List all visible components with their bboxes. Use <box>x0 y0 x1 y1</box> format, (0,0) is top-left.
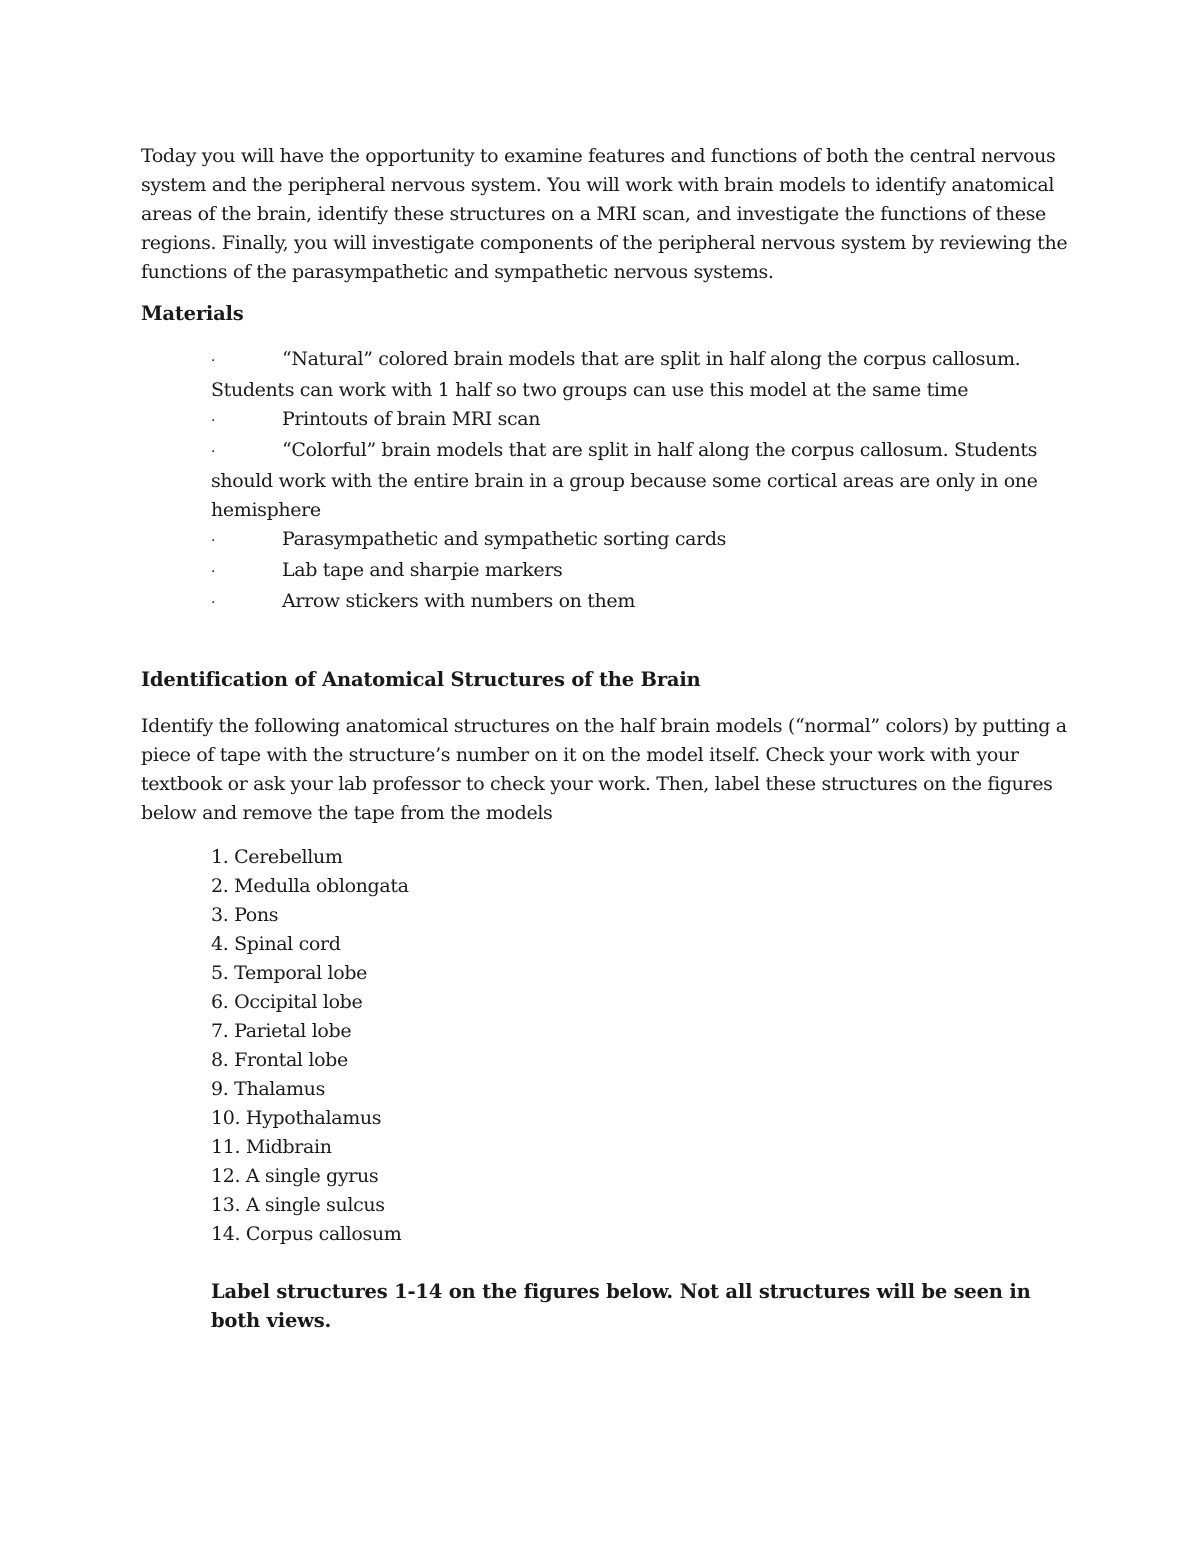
materials-list-item <box>211 345 1071 405</box>
structure-item: 2. Medulla oblongata <box>211 875 409 897</box>
bullet-icon: · <box>211 444 216 460</box>
materials-list-item <box>211 525 1071 556</box>
material-text: “Colorful” brain models that are split in half along the corpus callosum. Students <box>282 439 1038 461</box>
structure-item: 14. Corpus callosum <box>211 1223 402 1245</box>
materials-list-item <box>211 556 1071 587</box>
intro-paragraph: Today you will have the opportunity to examine features and functions of both the central nervous system and the peripheral nervous system. You will work with brain models to identify anatomical areas of the brain, identify these structures on a MRI scan, and investigate the functions of these regions. Finally, you will investigate components of the peripheral nervous system by reviewing the functions of the parasympathetic and sympathetic nervous systems. <box>141 145 1068 283</box>
material-text: Lab tape and sharpie markers <box>282 559 563 581</box>
structure-item: 8. Frontal lobe <box>211 1049 348 1071</box>
bullet-icon: · <box>211 564 216 580</box>
structure-item: 3. Pons <box>211 904 279 926</box>
materials-list-item <box>211 587 1071 618</box>
structure-item: 6. Occipital lobe <box>211 991 363 1013</box>
material-text-continued: Students can work with 1 half so two groups can use this model at the same time <box>211 379 969 401</box>
material-text: Parasympathetic and sympathetic sorting cards <box>282 528 727 550</box>
material-text-continued: should work with the entire brain in a group because some cortical areas are only in one hemisphere <box>211 470 1038 521</box>
material-text: “Natural” colored brain models that are split in half along the corpus callosum. <box>282 348 1021 370</box>
materials-list <box>211 345 1071 618</box>
identification-instructions: Identify the following anatomical structures on the half brain models (“normal” colors) by putting a piece of tape with the structure’s number on it on the model itself. Check your work with your textbook or ask your lab professor to check your work. Then, label these structures on the figures below and remove the tape from the models <box>141 715 1067 824</box>
material-text: Printouts of brain MRI scan <box>282 408 541 430</box>
structure-item: 12. A single gyrus <box>211 1165 379 1187</box>
materials-heading: Materials <box>141 302 244 325</box>
bullet-icon: · <box>211 353 216 369</box>
structure-item: 4. Spinal cord <box>211 933 341 955</box>
materials-list-item <box>211 436 1071 525</box>
structure-item: 11. Midbrain <box>211 1136 332 1158</box>
structure-item: 7. Parietal lobe <box>211 1020 352 1042</box>
structure-item: 13. A single sulcus <box>211 1194 385 1216</box>
label-instruction-note: Label structures 1-14 on the figures below. Not all structures will be seen in both views. <box>211 1280 1031 1332</box>
structure-item: 9. Thalamus <box>211 1078 325 1100</box>
materials-list-item <box>211 405 1071 436</box>
material-text: Arrow stickers with numbers on them <box>282 590 635 612</box>
bullet-icon: · <box>211 533 216 549</box>
structure-item: 10. Hypothalamus <box>211 1107 382 1129</box>
structure-item: 1. Cerebellum <box>211 846 343 868</box>
identification-heading: Identification of Anatomical Structures of the Brain <box>141 668 701 691</box>
structure-item: 5. Temporal lobe <box>211 962 368 984</box>
bullet-icon: · <box>211 413 216 429</box>
bullet-icon: · <box>211 595 216 611</box>
structures-list <box>211 843 409 1249</box>
